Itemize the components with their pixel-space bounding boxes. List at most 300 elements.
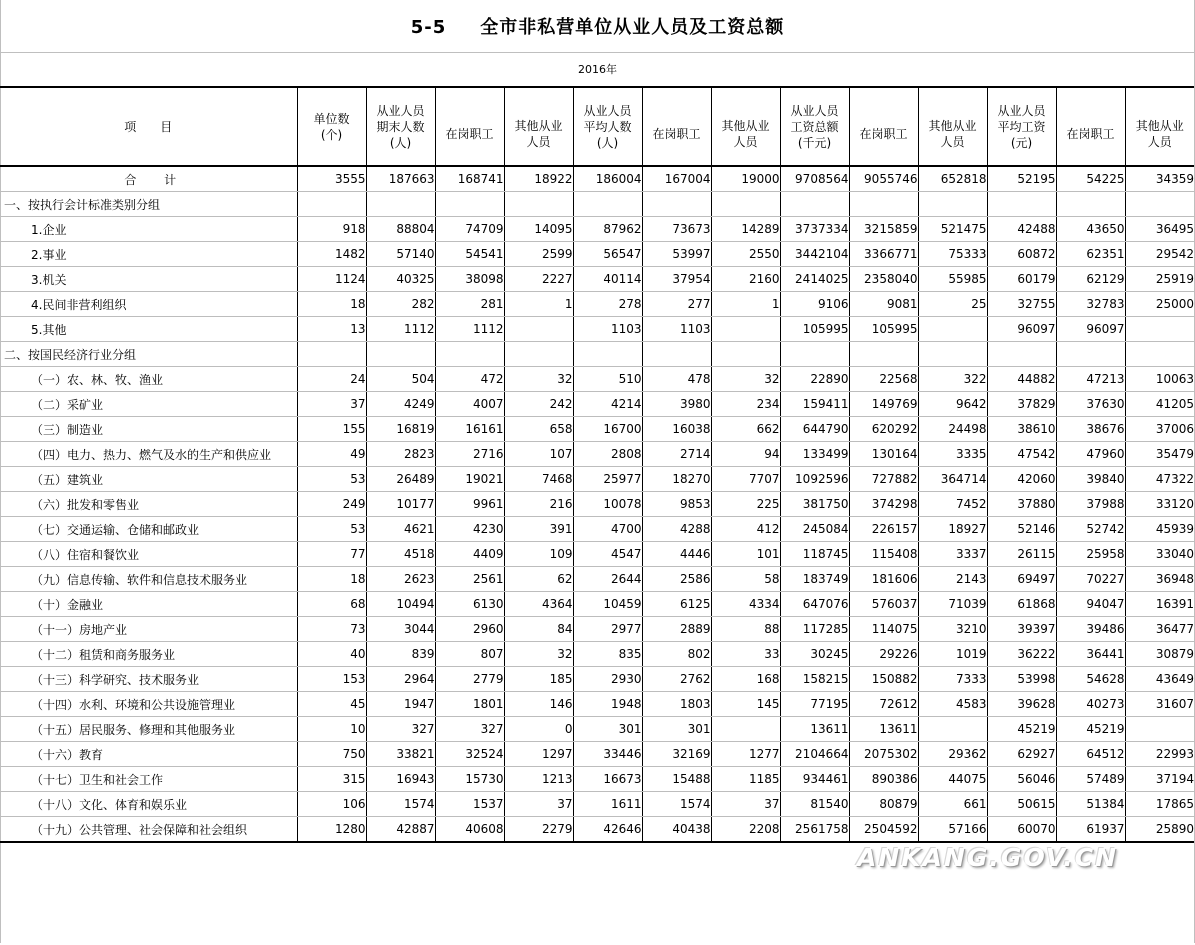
- table-cell: 10063: [1125, 367, 1194, 392]
- table-cell: 242: [504, 392, 573, 417]
- table-cell: 6130: [435, 592, 504, 617]
- table-cell: 2160: [711, 267, 780, 292]
- table-cell: 16038: [642, 417, 711, 442]
- table-cell: 391: [504, 517, 573, 542]
- table-cell: 61937: [1056, 817, 1125, 843]
- table-cell: 47213: [1056, 367, 1125, 392]
- table-cell: 1948: [573, 692, 642, 717]
- table-cell: 727882: [849, 467, 918, 492]
- table-cell: 10078: [573, 492, 642, 517]
- table-cell: 245084: [780, 517, 849, 542]
- table-cell: [297, 342, 366, 367]
- table-cell: 3335: [918, 442, 987, 467]
- table-row: [0, 567, 1194, 592]
- table-cell: 187663: [366, 166, 435, 192]
- table-cell: 37829: [987, 392, 1056, 417]
- table-cell: 234: [711, 392, 780, 417]
- table-cell: 327: [435, 717, 504, 742]
- year-label: 2016年: [578, 63, 617, 76]
- table-cell: 472: [435, 367, 504, 392]
- table-cell: 10459: [573, 592, 642, 617]
- table-cell: 1482: [297, 242, 366, 267]
- table-cell: 2227: [504, 267, 573, 292]
- column-header-item: 项 目: [0, 87, 297, 166]
- table-cell: 278: [573, 292, 642, 317]
- table-cell: 29542: [1125, 242, 1194, 267]
- table-cell: 2623: [366, 567, 435, 592]
- table-cell: 225: [711, 492, 780, 517]
- table-cell: 2561758: [780, 817, 849, 843]
- table-cell: 114075: [849, 617, 918, 642]
- table-cell: 1103: [642, 317, 711, 342]
- table-cell: 216: [504, 492, 573, 517]
- table-cell: 32169: [642, 742, 711, 767]
- table-cell: 2358040: [849, 267, 918, 292]
- table-cell: 47322: [1125, 467, 1194, 492]
- table-cell: 381750: [780, 492, 849, 517]
- table-cell: [780, 342, 849, 367]
- table-cell: 18270: [642, 467, 711, 492]
- table-cell: 4249: [366, 392, 435, 417]
- table-cell: 9055746: [849, 166, 918, 192]
- table-cell: 45: [297, 692, 366, 717]
- table-cell: 42060: [987, 467, 1056, 492]
- row-label: （五）建筑业: [0, 467, 297, 492]
- table-cell: 72612: [849, 692, 918, 717]
- table-cell: [711, 717, 780, 742]
- table-row: [0, 367, 1194, 392]
- table-cell: 0: [504, 717, 573, 742]
- table-cell: 1574: [366, 792, 435, 817]
- table-cell: 155: [297, 417, 366, 442]
- table-cell: 7707: [711, 467, 780, 492]
- table-cell: 158215: [780, 667, 849, 692]
- table-cell: 70227: [1056, 567, 1125, 592]
- table-title: 全市非私营单位从业人员及工资总额: [480, 17, 785, 38]
- table-cell: 2930: [573, 667, 642, 692]
- table-cell: 7452: [918, 492, 987, 517]
- table-cell: 56547: [573, 242, 642, 267]
- table-row: [0, 392, 1194, 417]
- table-cell: 53998: [987, 667, 1056, 692]
- table-cell: 315: [297, 767, 366, 792]
- table-cell: 60070: [987, 817, 1056, 843]
- table-cell: 1574: [642, 792, 711, 817]
- table-cell: 1803: [642, 692, 711, 717]
- row-label: 合 计: [0, 166, 297, 192]
- table-cell: 802: [642, 642, 711, 667]
- table-cell: 68: [297, 592, 366, 617]
- table-cell: 26115: [987, 542, 1056, 567]
- table-cell: 2977: [573, 617, 642, 642]
- table-cell: 54541: [435, 242, 504, 267]
- table-cell: 1213: [504, 767, 573, 792]
- table-cell: 40325: [366, 267, 435, 292]
- table-cell: 37988: [1056, 492, 1125, 517]
- table-cell: 652818: [918, 166, 987, 192]
- row-label: （八）住宿和餐饮业: [0, 542, 297, 567]
- column-header: 在岗职工: [849, 87, 918, 166]
- table-cell: 4700: [573, 517, 642, 542]
- table-cell: 14289: [711, 217, 780, 242]
- table-cell: 133499: [780, 442, 849, 467]
- table-cell: [642, 342, 711, 367]
- table-cell: 301: [642, 717, 711, 742]
- table-cell: 71039: [918, 592, 987, 617]
- table-cell: 3210: [918, 617, 987, 642]
- table-cell: 9961: [435, 492, 504, 517]
- table-cell: 52195: [987, 166, 1056, 192]
- table-cell: 168: [711, 667, 780, 692]
- table-cell: 31607: [1125, 692, 1194, 717]
- table-row: [0, 717, 1194, 742]
- table-cell: 1112: [435, 317, 504, 342]
- table-cell: 149769: [849, 392, 918, 417]
- table-cell: 3366771: [849, 242, 918, 267]
- table-cell: 15488: [642, 767, 711, 792]
- table-cell: 115408: [849, 542, 918, 567]
- column-header: 从业人员 平均工资 (元): [987, 87, 1056, 166]
- table-cell: 183749: [780, 567, 849, 592]
- table-cell: 750: [297, 742, 366, 767]
- table-cell: 3044: [366, 617, 435, 642]
- table-row: [0, 817, 1194, 843]
- table-row: [0, 642, 1194, 667]
- table-cell: 16673: [573, 767, 642, 792]
- table-cell: 74709: [435, 217, 504, 242]
- row-label: 2.事业: [0, 242, 297, 267]
- table-cell: 77: [297, 542, 366, 567]
- table-cell: 3442104: [780, 242, 849, 267]
- table-cell: 37006: [1125, 417, 1194, 442]
- table-cell: 1280: [297, 817, 366, 843]
- table-row: [0, 592, 1194, 617]
- table-cell: 29226: [849, 642, 918, 667]
- table-cell: 1: [504, 292, 573, 317]
- table-cell: 38610: [987, 417, 1056, 442]
- table-cell: 1537: [435, 792, 504, 817]
- column-header: 在岗职工: [1056, 87, 1125, 166]
- table-cell: 57489: [1056, 767, 1125, 792]
- table-cell: 647076: [780, 592, 849, 617]
- table-cell: 37194: [1125, 767, 1194, 792]
- table-cell: 88: [711, 617, 780, 642]
- row-label: （十九）公共管理、社会保障和社会组织: [0, 817, 297, 843]
- table-cell: 37630: [1056, 392, 1125, 417]
- table-cell: [366, 342, 435, 367]
- table-cell: 3737334: [780, 217, 849, 242]
- table-cell: [711, 192, 780, 217]
- table-cell: [504, 192, 573, 217]
- table-cell: 30245: [780, 642, 849, 667]
- table-cell: 25890: [1125, 817, 1194, 843]
- table-cell: 1019: [918, 642, 987, 667]
- column-header: 从业人员 期末人数 (人): [366, 87, 435, 166]
- table-cell: 75333: [918, 242, 987, 267]
- table-cell: 1185: [711, 767, 780, 792]
- table-cell: 62351: [1056, 242, 1125, 267]
- table-cell: 87962: [573, 217, 642, 242]
- table-cell: 9106: [780, 292, 849, 317]
- site-watermark: ANKANG.GOV.CN: [857, 843, 1119, 872]
- table-cell: [435, 192, 504, 217]
- table-cell: 2143: [918, 567, 987, 592]
- table-cell: [987, 342, 1056, 367]
- table-cell: 62129: [1056, 267, 1125, 292]
- table-cell: 25919: [1125, 267, 1194, 292]
- table-cell: 934461: [780, 767, 849, 792]
- table-cell: 282: [366, 292, 435, 317]
- table-cell: 33446: [573, 742, 642, 767]
- table-cell: 1611: [573, 792, 642, 817]
- table-cell: 4446: [642, 542, 711, 567]
- table-cell: 4583: [918, 692, 987, 717]
- table-cell: 45219: [987, 717, 1056, 742]
- table-cell: 13611: [780, 717, 849, 742]
- table-cell: 118745: [780, 542, 849, 567]
- table-cell: 10177: [366, 492, 435, 517]
- table-cell: 9853: [642, 492, 711, 517]
- table-cell: 2504592: [849, 817, 918, 843]
- row-label: （十三）科学研究、技术服务业: [0, 667, 297, 692]
- table-cell: 918: [297, 217, 366, 242]
- table-cell: 24498: [918, 417, 987, 442]
- table-cell: 18927: [918, 517, 987, 542]
- table-cell: 18: [297, 567, 366, 592]
- table-cell: 40273: [1056, 692, 1125, 717]
- table-cell: 38098: [435, 267, 504, 292]
- table-cell: 25: [918, 292, 987, 317]
- table-cell: 32: [711, 367, 780, 392]
- table-cell: 277: [642, 292, 711, 317]
- table-cell: 3555: [297, 166, 366, 192]
- table-cell: 41205: [1125, 392, 1194, 417]
- table-cell: 374298: [849, 492, 918, 517]
- row-label: （六）批发和零售业: [0, 492, 297, 517]
- table-cell: 34359: [1125, 166, 1194, 192]
- table-cell: 2644: [573, 567, 642, 592]
- table-cell: 2414025: [780, 267, 849, 292]
- table-cell: 39628: [987, 692, 1056, 717]
- table-cell: 94: [711, 442, 780, 467]
- table-cell: 4288: [642, 517, 711, 542]
- table-cell: 43649: [1125, 667, 1194, 692]
- table-cell: 3337: [918, 542, 987, 567]
- table-cell: 168741: [435, 166, 504, 192]
- page-title: [411, 13, 785, 39]
- table-cell: [711, 342, 780, 367]
- table-cell: [366, 192, 435, 217]
- table-cell: 42887: [366, 817, 435, 843]
- table-cell: [573, 192, 642, 217]
- table-cell: 47960: [1056, 442, 1125, 467]
- table-cell: 504: [366, 367, 435, 392]
- table-cell: [435, 342, 504, 367]
- table-cell: 109: [504, 542, 573, 567]
- table-cell: 36477: [1125, 617, 1194, 642]
- table-cell: 64512: [1056, 742, 1125, 767]
- table-cell: [711, 317, 780, 342]
- table-cell: 145: [711, 692, 780, 717]
- table-cell: 835: [573, 642, 642, 667]
- table-cell: [297, 192, 366, 217]
- table-cell: 32755: [987, 292, 1056, 317]
- table-cell: 167004: [642, 166, 711, 192]
- table-cell: 1277: [711, 742, 780, 767]
- table-cell: [642, 192, 711, 217]
- table-cell: 96097: [987, 317, 1056, 342]
- table-cell: 478: [642, 367, 711, 392]
- table-cell: [1125, 192, 1194, 217]
- table-cell: 661: [918, 792, 987, 817]
- table-cell: 10: [297, 717, 366, 742]
- column-header: 其他从业 人员: [918, 87, 987, 166]
- table-cell: 33821: [366, 742, 435, 767]
- row-label: （十八）文化、体育和娱乐业: [0, 792, 297, 817]
- table-cell: 80879: [849, 792, 918, 817]
- table-cell: 40438: [642, 817, 711, 843]
- table-cell: 2561: [435, 567, 504, 592]
- table-cell: 181606: [849, 567, 918, 592]
- table-cell: 890386: [849, 767, 918, 792]
- table-cell: [1125, 342, 1194, 367]
- table-cell: 43650: [1056, 217, 1125, 242]
- table-cell: 56046: [987, 767, 1056, 792]
- table-cell: 37: [504, 792, 573, 817]
- table-cell: 58: [711, 567, 780, 592]
- table-cell: 6125: [642, 592, 711, 617]
- table-cell: 69497: [987, 567, 1056, 592]
- table-cell: 2714: [642, 442, 711, 467]
- table-cell: 13: [297, 317, 366, 342]
- row-label: （四）电力、热力、燃气及水的生产和供应业: [0, 442, 297, 467]
- table-cell: 42646: [573, 817, 642, 843]
- table-row: [0, 792, 1194, 817]
- table-cell: 2779: [435, 667, 504, 692]
- table-cell: 7468: [504, 467, 573, 492]
- table-cell: [1125, 317, 1194, 342]
- row-label: （十二）租赁和商务服务业: [0, 642, 297, 667]
- table-cell: 185: [504, 667, 573, 692]
- table-cell: 35479: [1125, 442, 1194, 467]
- table-cell: 44075: [918, 767, 987, 792]
- table-row: [0, 692, 1194, 717]
- table-cell: 2208: [711, 817, 780, 843]
- section-row: [0, 342, 1194, 367]
- table-cell: 33040: [1125, 542, 1194, 567]
- table-cell: 37954: [642, 267, 711, 292]
- row-label: （二）采矿业: [0, 392, 297, 417]
- table-cell: 839: [366, 642, 435, 667]
- table-cell: 25000: [1125, 292, 1194, 317]
- table-cell: 37: [711, 792, 780, 817]
- table-cell: 2599: [504, 242, 573, 267]
- table-cell: 4547: [573, 542, 642, 567]
- table-cell: 17865: [1125, 792, 1194, 817]
- table-cell: 4334: [711, 592, 780, 617]
- table-cell: 3215859: [849, 217, 918, 242]
- row-label: （七）交通运输、仓储和邮政业: [0, 517, 297, 542]
- column-header: 其他从业 人员: [711, 87, 780, 166]
- table-cell: 2279: [504, 817, 573, 843]
- table-cell: [849, 192, 918, 217]
- table-cell: 1112: [366, 317, 435, 342]
- table-cell: 2104664: [780, 742, 849, 767]
- table-cell: 45939: [1125, 517, 1194, 542]
- table-cell: 54225: [1056, 166, 1125, 192]
- table-cell: [504, 317, 573, 342]
- table-row: [0, 292, 1194, 317]
- table-cell: 32783: [1056, 292, 1125, 317]
- table-cell: 2964: [366, 667, 435, 692]
- column-header: 在岗职工: [642, 87, 711, 166]
- table-cell: 2762: [642, 667, 711, 692]
- row-label: （十一）房地产业: [0, 617, 297, 642]
- table-cell: 1092596: [780, 467, 849, 492]
- table-row: [0, 767, 1194, 792]
- table-cell: 96097: [1056, 317, 1125, 342]
- table-cell: 412: [711, 517, 780, 542]
- table-cell: 105995: [849, 317, 918, 342]
- table-cell: 658: [504, 417, 573, 442]
- table-cell: 39486: [1056, 617, 1125, 642]
- table-cell: [573, 342, 642, 367]
- table-row: [0, 617, 1194, 642]
- table-cell: 807: [435, 642, 504, 667]
- total-row: [0, 166, 1194, 192]
- table-cell: 32: [504, 642, 573, 667]
- table-cell: 22890: [780, 367, 849, 392]
- table-row: [0, 317, 1194, 342]
- table-cell: 146: [504, 692, 573, 717]
- table-cell: 51384: [1056, 792, 1125, 817]
- table-cell: [849, 342, 918, 367]
- table-cell: 61868: [987, 592, 1056, 617]
- table-row: [0, 492, 1194, 517]
- table-cell: 576037: [849, 592, 918, 617]
- table-cell: 47542: [987, 442, 1056, 467]
- table-cell: 322: [918, 367, 987, 392]
- table-cell: [1056, 192, 1125, 217]
- table-cell: 32524: [435, 742, 504, 767]
- table-cell: 37880: [987, 492, 1056, 517]
- table-cell: 53: [297, 517, 366, 542]
- table-cell: 36441: [1056, 642, 1125, 667]
- table-number: 5-5: [410, 17, 447, 38]
- table-row: [0, 217, 1194, 242]
- table-cell: 105995: [780, 317, 849, 342]
- table-cell: 249: [297, 492, 366, 517]
- title-bar: [0, 0, 1195, 53]
- row-label: （十七）卫生和社会工作: [0, 767, 297, 792]
- table-cell: 364714: [918, 467, 987, 492]
- table-cell: 40608: [435, 817, 504, 843]
- table-header: [0, 87, 1194, 166]
- table-row: [0, 667, 1194, 692]
- table-cell: 9642: [918, 392, 987, 417]
- table-cell: 107: [504, 442, 573, 467]
- table-cell: 37: [297, 392, 366, 417]
- table-cell: 150882: [849, 667, 918, 692]
- table-cell: 4214: [573, 392, 642, 417]
- column-header: 其他从业 人员: [504, 87, 573, 166]
- table-cell: 13611: [849, 717, 918, 742]
- data-table: [0, 86, 1194, 843]
- table-cell: 57140: [366, 242, 435, 267]
- table-cell: 53: [297, 467, 366, 492]
- column-header: 在岗职工: [435, 87, 504, 166]
- table-cell: 7333: [918, 667, 987, 692]
